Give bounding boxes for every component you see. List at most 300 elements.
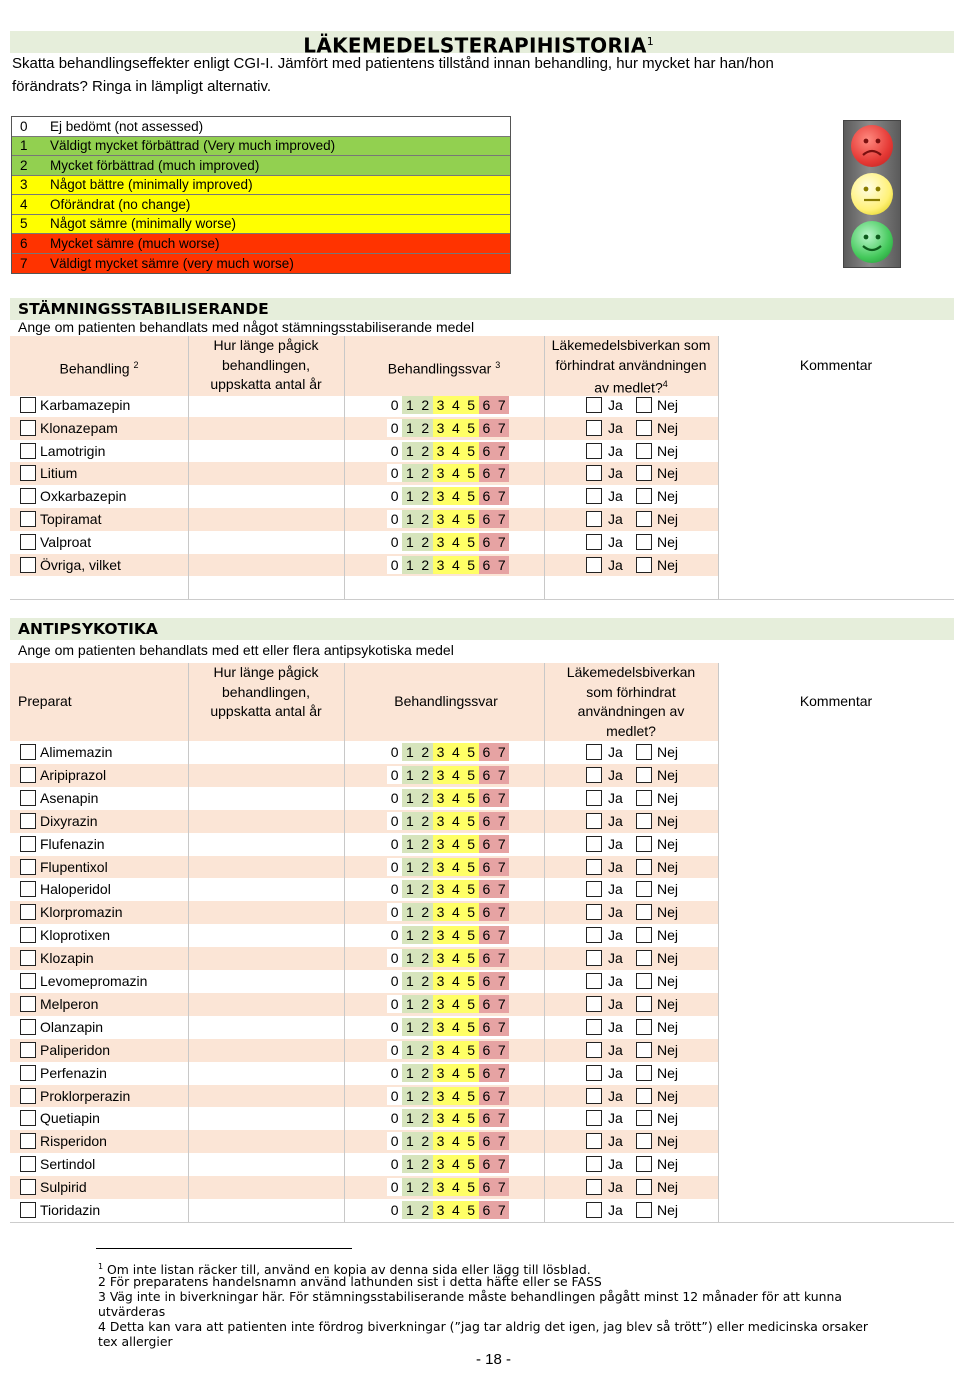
response-option-5[interactable]: 5 (463, 743, 478, 761)
response-option-7[interactable]: 7 (494, 743, 509, 761)
medication-checkbox[interactable] (20, 1133, 36, 1149)
response-option-4[interactable]: 4 (448, 766, 463, 784)
response-option-5[interactable]: 5 (463, 464, 478, 482)
response-option-7[interactable]: 7 (494, 533, 509, 551)
response-option-5[interactable]: 5 (463, 789, 478, 807)
response-option-6[interactable]: 6 (479, 766, 494, 784)
response-option-0[interactable]: 0 (387, 442, 402, 460)
response-option-3[interactable]: 3 (433, 949, 448, 967)
response-option-4[interactable]: 4 (448, 1155, 463, 1173)
response-option-4[interactable]: 4 (448, 812, 463, 830)
response-option-5[interactable]: 5 (463, 949, 478, 967)
yes-checkbox[interactable] (586, 1156, 602, 1172)
yes-checkbox[interactable] (586, 511, 602, 527)
response-option-2[interactable]: 2 (418, 487, 433, 505)
response-option-0[interactable]: 0 (387, 1109, 402, 1127)
response-option-5[interactable]: 5 (463, 835, 478, 853)
medication-checkbox[interactable] (20, 1156, 36, 1172)
yes-checkbox[interactable] (586, 1065, 602, 1081)
response-option-1[interactable]: 1 (402, 1087, 417, 1105)
medication-checkbox[interactable] (20, 1110, 36, 1126)
response-option-5[interactable]: 5 (463, 926, 478, 944)
response-option-1[interactable]: 1 (402, 743, 417, 761)
medication-checkbox[interactable] (20, 950, 36, 966)
no-checkbox[interactable] (636, 1088, 652, 1104)
response-option-4[interactable]: 4 (448, 926, 463, 944)
response-option-2[interactable]: 2 (418, 972, 433, 990)
response-option-2[interactable]: 2 (418, 789, 433, 807)
response-option-3[interactable]: 3 (433, 1201, 448, 1219)
response-option-2[interactable]: 2 (418, 1132, 433, 1150)
response-option-3[interactable]: 3 (433, 1132, 448, 1150)
response-option-0[interactable]: 0 (387, 510, 402, 528)
medication-checkbox[interactable] (20, 557, 36, 573)
response-option-3[interactable]: 3 (433, 556, 448, 574)
response-option-1[interactable]: 1 (402, 1201, 417, 1219)
response-option-6[interactable]: 6 (479, 1109, 494, 1127)
response-option-1[interactable]: 1 (402, 1018, 417, 1036)
response-option-0[interactable]: 0 (387, 487, 402, 505)
response-option-4[interactable]: 4 (448, 464, 463, 482)
response-option-1[interactable]: 1 (402, 972, 417, 990)
response-option-7[interactable]: 7 (494, 1132, 509, 1150)
medication-checkbox[interactable] (20, 1179, 36, 1195)
response-option-4[interactable]: 4 (448, 903, 463, 921)
response-option-5[interactable]: 5 (463, 880, 478, 898)
response-option-1[interactable]: 1 (402, 533, 417, 551)
response-option-2[interactable]: 2 (418, 903, 433, 921)
response-option-4[interactable]: 4 (448, 556, 463, 574)
response-option-6[interactable]: 6 (479, 949, 494, 967)
no-checkbox[interactable] (636, 1179, 652, 1195)
response-option-1[interactable]: 1 (402, 1132, 417, 1150)
response-option-0[interactable]: 0 (387, 1064, 402, 1082)
response-option-5[interactable]: 5 (463, 903, 478, 921)
response-option-4[interactable]: 4 (448, 1064, 463, 1082)
no-checkbox[interactable] (636, 443, 652, 459)
response-option-3[interactable]: 3 (433, 903, 448, 921)
response-option-6[interactable]: 6 (479, 812, 494, 830)
yes-checkbox[interactable] (586, 557, 602, 573)
yes-checkbox[interactable] (586, 973, 602, 989)
response-option-7[interactable]: 7 (494, 419, 509, 437)
response-option-1[interactable]: 1 (402, 556, 417, 574)
medication-checkbox[interactable] (20, 1202, 36, 1218)
response-option-6[interactable]: 6 (479, 464, 494, 482)
response-option-4[interactable]: 4 (448, 1178, 463, 1196)
no-checkbox[interactable] (636, 881, 652, 897)
response-option-2[interactable]: 2 (418, 1201, 433, 1219)
response-option-3[interactable]: 3 (433, 1064, 448, 1082)
response-option-3[interactable]: 3 (433, 812, 448, 830)
response-option-1[interactable]: 1 (402, 995, 417, 1013)
response-option-4[interactable]: 4 (448, 880, 463, 898)
no-checkbox[interactable] (636, 927, 652, 943)
response-option-3[interactable]: 3 (433, 926, 448, 944)
response-option-2[interactable]: 2 (418, 880, 433, 898)
response-option-2[interactable]: 2 (418, 766, 433, 784)
response-option-0[interactable]: 0 (387, 419, 402, 437)
response-option-5[interactable]: 5 (463, 1109, 478, 1127)
response-option-7[interactable]: 7 (494, 880, 509, 898)
medication-checkbox[interactable] (20, 511, 36, 527)
response-option-6[interactable]: 6 (479, 995, 494, 1013)
response-option-3[interactable]: 3 (433, 972, 448, 990)
response-option-7[interactable]: 7 (494, 1155, 509, 1173)
yes-checkbox[interactable] (586, 881, 602, 897)
response-option-5[interactable]: 5 (463, 510, 478, 528)
response-option-6[interactable]: 6 (479, 487, 494, 505)
response-option-0[interactable]: 0 (387, 1155, 402, 1173)
response-option-4[interactable]: 4 (448, 1087, 463, 1105)
no-checkbox[interactable] (636, 465, 652, 481)
response-option-0[interactable]: 0 (387, 1087, 402, 1105)
response-option-5[interactable]: 5 (463, 556, 478, 574)
no-checkbox[interactable] (636, 1065, 652, 1081)
response-option-7[interactable]: 7 (494, 949, 509, 967)
response-option-6[interactable]: 6 (479, 1132, 494, 1150)
response-option-7[interactable]: 7 (494, 1041, 509, 1059)
response-option-3[interactable]: 3 (433, 464, 448, 482)
no-checkbox[interactable] (636, 836, 652, 852)
no-checkbox[interactable] (636, 767, 652, 783)
response-option-0[interactable]: 0 (387, 835, 402, 853)
response-option-5[interactable]: 5 (463, 533, 478, 551)
response-option-2[interactable]: 2 (418, 858, 433, 876)
no-checkbox[interactable] (636, 1042, 652, 1058)
response-option-4[interactable]: 4 (448, 1201, 463, 1219)
response-option-5[interactable]: 5 (463, 1018, 478, 1036)
response-option-1[interactable]: 1 (402, 812, 417, 830)
response-option-1[interactable]: 1 (402, 396, 417, 414)
response-option-6[interactable]: 6 (479, 419, 494, 437)
response-option-0[interactable]: 0 (387, 789, 402, 807)
response-option-4[interactable]: 4 (448, 533, 463, 551)
response-option-2[interactable]: 2 (418, 1041, 433, 1059)
response-option-5[interactable]: 5 (463, 812, 478, 830)
medication-checkbox[interactable] (20, 397, 36, 413)
response-option-1[interactable]: 1 (402, 789, 417, 807)
response-option-5[interactable]: 5 (463, 487, 478, 505)
response-option-6[interactable]: 6 (479, 972, 494, 990)
response-option-1[interactable]: 1 (402, 1109, 417, 1127)
response-option-0[interactable]: 0 (387, 1132, 402, 1150)
response-option-1[interactable]: 1 (402, 1155, 417, 1173)
no-checkbox[interactable] (636, 1156, 652, 1172)
response-option-4[interactable]: 4 (448, 789, 463, 807)
response-option-7[interactable]: 7 (494, 995, 509, 1013)
medication-checkbox[interactable] (20, 465, 36, 481)
response-option-4[interactable]: 4 (448, 510, 463, 528)
response-option-3[interactable]: 3 (433, 510, 448, 528)
response-option-0[interactable]: 0 (387, 949, 402, 967)
response-option-7[interactable]: 7 (494, 1064, 509, 1082)
medication-checkbox[interactable] (20, 927, 36, 943)
response-option-2[interactable]: 2 (418, 464, 433, 482)
yes-checkbox[interactable] (586, 488, 602, 504)
response-option-0[interactable]: 0 (387, 556, 402, 574)
yes-checkbox[interactable] (586, 790, 602, 806)
response-option-2[interactable]: 2 (418, 556, 433, 574)
response-option-4[interactable]: 4 (448, 1109, 463, 1127)
response-option-6[interactable]: 6 (479, 926, 494, 944)
response-option-0[interactable]: 0 (387, 995, 402, 1013)
response-option-2[interactable]: 2 (418, 1018, 433, 1036)
no-checkbox[interactable] (636, 1202, 652, 1218)
response-option-7[interactable]: 7 (494, 766, 509, 784)
response-option-2[interactable]: 2 (418, 743, 433, 761)
response-option-5[interactable]: 5 (463, 442, 478, 460)
yes-checkbox[interactable] (586, 767, 602, 783)
response-option-5[interactable]: 5 (463, 419, 478, 437)
response-option-6[interactable]: 6 (479, 1178, 494, 1196)
response-option-0[interactable]: 0 (387, 858, 402, 876)
response-option-1[interactable]: 1 (402, 1064, 417, 1082)
response-option-5[interactable]: 5 (463, 972, 478, 990)
response-option-0[interactable]: 0 (387, 464, 402, 482)
response-option-1[interactable]: 1 (402, 510, 417, 528)
response-option-7[interactable]: 7 (494, 1018, 509, 1036)
response-option-0[interactable]: 0 (387, 1018, 402, 1036)
medication-checkbox[interactable] (20, 1088, 36, 1104)
response-option-4[interactable]: 4 (448, 1132, 463, 1150)
no-checkbox[interactable] (636, 744, 652, 760)
no-checkbox[interactable] (636, 950, 652, 966)
response-option-2[interactable]: 2 (418, 442, 433, 460)
response-option-7[interactable]: 7 (494, 812, 509, 830)
response-option-2[interactable]: 2 (418, 1064, 433, 1082)
no-checkbox[interactable] (636, 813, 652, 829)
no-checkbox[interactable] (636, 973, 652, 989)
response-option-4[interactable]: 4 (448, 743, 463, 761)
response-option-4[interactable]: 4 (448, 442, 463, 460)
yes-checkbox[interactable] (586, 1133, 602, 1149)
response-option-0[interactable]: 0 (387, 766, 402, 784)
yes-checkbox[interactable] (586, 534, 602, 550)
response-option-7[interactable]: 7 (494, 464, 509, 482)
response-option-7[interactable]: 7 (494, 789, 509, 807)
response-option-4[interactable]: 4 (448, 487, 463, 505)
response-option-0[interactable]: 0 (387, 972, 402, 990)
response-option-6[interactable]: 6 (479, 903, 494, 921)
response-option-3[interactable]: 3 (433, 442, 448, 460)
no-checkbox[interactable] (636, 996, 652, 1012)
response-option-6[interactable]: 6 (479, 1064, 494, 1082)
response-option-1[interactable]: 1 (402, 766, 417, 784)
response-option-5[interactable]: 5 (463, 1155, 478, 1173)
response-option-1[interactable]: 1 (402, 419, 417, 437)
response-option-5[interactable]: 5 (463, 1201, 478, 1219)
medication-checkbox[interactable] (20, 904, 36, 920)
medication-checkbox[interactable] (20, 420, 36, 436)
response-option-1[interactable]: 1 (402, 880, 417, 898)
medication-checkbox[interactable] (20, 488, 36, 504)
medication-checkbox[interactable] (20, 534, 36, 550)
response-option-2[interactable]: 2 (418, 812, 433, 830)
response-option-6[interactable]: 6 (479, 1201, 494, 1219)
yes-checkbox[interactable] (586, 927, 602, 943)
response-option-5[interactable]: 5 (463, 1178, 478, 1196)
medication-checkbox[interactable] (20, 1042, 36, 1058)
response-option-4[interactable]: 4 (448, 858, 463, 876)
response-option-0[interactable]: 0 (387, 812, 402, 830)
medication-checkbox[interactable] (20, 790, 36, 806)
response-option-3[interactable]: 3 (433, 1018, 448, 1036)
response-option-7[interactable]: 7 (494, 858, 509, 876)
medication-checkbox[interactable] (20, 996, 36, 1012)
yes-checkbox[interactable] (586, 904, 602, 920)
response-option-3[interactable]: 3 (433, 1109, 448, 1127)
yes-checkbox[interactable] (586, 1179, 602, 1195)
medication-checkbox[interactable] (20, 744, 36, 760)
response-option-4[interactable]: 4 (448, 835, 463, 853)
response-option-7[interactable]: 7 (494, 1109, 509, 1127)
response-option-3[interactable]: 3 (433, 487, 448, 505)
yes-checkbox[interactable] (586, 420, 602, 436)
response-option-4[interactable]: 4 (448, 1018, 463, 1036)
medication-checkbox[interactable] (20, 443, 36, 459)
no-checkbox[interactable] (636, 488, 652, 504)
response-option-1[interactable]: 1 (402, 487, 417, 505)
response-option-6[interactable]: 6 (479, 858, 494, 876)
medication-checkbox[interactable] (20, 859, 36, 875)
medication-checkbox[interactable] (20, 836, 36, 852)
yes-checkbox[interactable] (586, 836, 602, 852)
response-option-1[interactable]: 1 (402, 1178, 417, 1196)
response-option-6[interactable]: 6 (479, 1155, 494, 1173)
response-option-6[interactable]: 6 (479, 835, 494, 853)
no-checkbox[interactable] (636, 397, 652, 413)
yes-checkbox[interactable] (586, 465, 602, 481)
response-option-4[interactable]: 4 (448, 949, 463, 967)
yes-checkbox[interactable] (586, 1042, 602, 1058)
response-option-2[interactable]: 2 (418, 949, 433, 967)
response-option-2[interactable]: 2 (418, 835, 433, 853)
response-option-3[interactable]: 3 (433, 1178, 448, 1196)
response-option-6[interactable]: 6 (479, 1041, 494, 1059)
response-option-6[interactable]: 6 (479, 510, 494, 528)
response-option-1[interactable]: 1 (402, 442, 417, 460)
response-option-3[interactable]: 3 (433, 743, 448, 761)
yes-checkbox[interactable] (586, 1088, 602, 1104)
response-option-7[interactable]: 7 (494, 972, 509, 990)
response-option-3[interactable]: 3 (433, 1155, 448, 1173)
response-option-4[interactable]: 4 (448, 1041, 463, 1059)
medication-checkbox[interactable] (20, 1065, 36, 1081)
response-option-4[interactable]: 4 (448, 396, 463, 414)
no-checkbox[interactable] (636, 420, 652, 436)
response-option-7[interactable]: 7 (494, 1087, 509, 1105)
response-option-2[interactable]: 2 (418, 419, 433, 437)
no-checkbox[interactable] (636, 534, 652, 550)
medication-checkbox[interactable] (20, 767, 36, 783)
response-option-1[interactable]: 1 (402, 464, 417, 482)
response-option-0[interactable]: 0 (387, 903, 402, 921)
no-checkbox[interactable] (636, 511, 652, 527)
response-option-2[interactable]: 2 (418, 510, 433, 528)
response-option-6[interactable]: 6 (479, 442, 494, 460)
response-option-6[interactable]: 6 (479, 533, 494, 551)
response-option-0[interactable]: 0 (387, 743, 402, 761)
response-option-2[interactable]: 2 (418, 995, 433, 1013)
response-option-1[interactable]: 1 (402, 835, 417, 853)
response-option-0[interactable]: 0 (387, 1201, 402, 1219)
response-option-3[interactable]: 3 (433, 995, 448, 1013)
yes-checkbox[interactable] (586, 443, 602, 459)
response-option-0[interactable]: 0 (387, 880, 402, 898)
medication-checkbox[interactable] (20, 973, 36, 989)
response-option-7[interactable]: 7 (494, 442, 509, 460)
response-option-2[interactable]: 2 (418, 1087, 433, 1105)
response-option-5[interactable]: 5 (463, 1064, 478, 1082)
response-option-6[interactable]: 6 (479, 396, 494, 414)
response-option-2[interactable]: 2 (418, 1155, 433, 1173)
response-option-3[interactable]: 3 (433, 419, 448, 437)
yes-checkbox[interactable] (586, 996, 602, 1012)
response-option-4[interactable]: 4 (448, 972, 463, 990)
no-checkbox[interactable] (636, 859, 652, 875)
response-option-2[interactable]: 2 (418, 396, 433, 414)
no-checkbox[interactable] (636, 1019, 652, 1035)
no-checkbox[interactable] (636, 790, 652, 806)
response-option-4[interactable]: 4 (448, 419, 463, 437)
response-option-6[interactable]: 6 (479, 1087, 494, 1105)
response-option-0[interactable]: 0 (387, 396, 402, 414)
response-option-7[interactable]: 7 (494, 926, 509, 944)
response-option-6[interactable]: 6 (479, 743, 494, 761)
response-option-7[interactable]: 7 (494, 1201, 509, 1219)
medication-checkbox[interactable] (20, 881, 36, 897)
response-option-3[interactable]: 3 (433, 858, 448, 876)
response-option-6[interactable]: 6 (479, 880, 494, 898)
response-option-5[interactable]: 5 (463, 396, 478, 414)
no-checkbox[interactable] (636, 557, 652, 573)
response-option-7[interactable]: 7 (494, 835, 509, 853)
response-option-6[interactable]: 6 (479, 556, 494, 574)
response-option-6[interactable]: 6 (479, 1018, 494, 1036)
response-option-4[interactable]: 4 (448, 995, 463, 1013)
response-option-3[interactable]: 3 (433, 789, 448, 807)
response-option-5[interactable]: 5 (463, 766, 478, 784)
response-option-7[interactable]: 7 (494, 510, 509, 528)
response-option-7[interactable]: 7 (494, 1178, 509, 1196)
response-option-0[interactable]: 0 (387, 533, 402, 551)
response-option-3[interactable]: 3 (433, 1087, 448, 1105)
response-option-6[interactable]: 6 (479, 789, 494, 807)
response-option-5[interactable]: 5 (463, 858, 478, 876)
response-option-0[interactable]: 0 (387, 1041, 402, 1059)
response-option-3[interactable]: 3 (433, 835, 448, 853)
response-option-7[interactable]: 7 (494, 903, 509, 921)
response-option-7[interactable]: 7 (494, 487, 509, 505)
response-option-3[interactable]: 3 (433, 880, 448, 898)
response-option-1[interactable]: 1 (402, 949, 417, 967)
response-option-0[interactable]: 0 (387, 926, 402, 944)
no-checkbox[interactable] (636, 904, 652, 920)
response-option-1[interactable]: 1 (402, 858, 417, 876)
response-option-1[interactable]: 1 (402, 926, 417, 944)
yes-checkbox[interactable] (586, 397, 602, 413)
yes-checkbox[interactable] (586, 1110, 602, 1126)
response-option-2[interactable]: 2 (418, 533, 433, 551)
response-option-3[interactable]: 3 (433, 1041, 448, 1059)
response-option-2[interactable]: 2 (418, 926, 433, 944)
response-option-3[interactable]: 3 (433, 766, 448, 784)
response-option-2[interactable]: 2 (418, 1109, 433, 1127)
no-checkbox[interactable] (636, 1133, 652, 1149)
yes-checkbox[interactable] (586, 1019, 602, 1035)
no-checkbox[interactable] (636, 1110, 652, 1126)
